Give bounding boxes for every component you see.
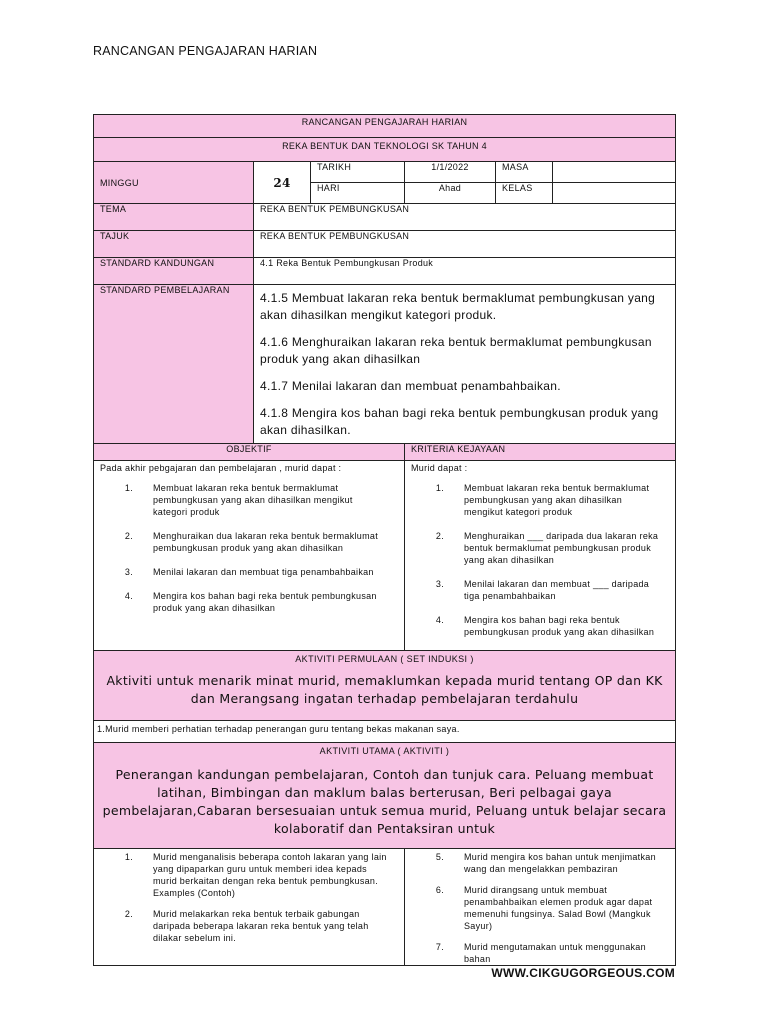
- tajuk-value: REKA BENTUK PEMBUNGKUSAN: [254, 231, 676, 258]
- sk-value: 4.1 Reka Bentuk Pembungkusan Produk: [254, 258, 676, 285]
- subject-row: [94, 138, 676, 162]
- sp-item: 4.1.8 Mengira kos bahan bagi reka bentuk pembungkusan produk yang akan dihasilkan.: [260, 406, 659, 437]
- list-item: 2. Menghuraikan dua lakaran reka bentuk bermaklumat pembungkusan produk yang akan dihasilkan: [124, 531, 379, 553]
- sp-item: 4.1.5 Membuat lakaran reka bentuk bermaklumat pembungkusan yang akan dihasilkan mengikut kategori produk.: [260, 291, 656, 322]
- document-title: RANCANGAN PENGAJARAN HARIAN: [93, 44, 318, 58]
- list-item: 6. Murid dirangsang untuk membuat penambahbaikan elemen produk agar dapat memenuhi fungsinya. Salad Bowl (Mangkuk Sayur): [435, 885, 653, 931]
- list-item: 3. Menilai lakaran dan membuat tiga penambahbaikan: [124, 567, 374, 577]
- list-item: 4. Mengira kos bahan bagi reka bentuk pembungkusan produk yang akan dihasilkan: [435, 615, 655, 637]
- utama-left-list: [100, 851, 398, 944]
- minggu-row: [94, 162, 676, 183]
- list-item: 7. Murid mengutamakan untuk menggunakan bahan: [435, 942, 646, 964]
- objektif-list: [100, 482, 398, 614]
- permulaan-header-row: [94, 651, 676, 721]
- masa-label: MASA: [496, 162, 553, 183]
- table-title: RANCANGAN PENGAJARAH HARIAN: [94, 115, 676, 138]
- tajuk-label: TAJUK: [94, 231, 254, 258]
- sp-content: [254, 285, 676, 444]
- utama-right: [405, 849, 676, 966]
- permulaan-description: Aktiviti untuk menarik minat murid, memaklumkan kepada murid tentang OP dan KK dan Merangsang ingatan terhadap pembelajaran terdahulu: [106, 673, 663, 706]
- tarikh-label: TARIKH: [311, 162, 405, 183]
- footer-website[interactable]: WWW.CIKGUGORGEOUS.COM: [491, 966, 675, 980]
- list-item: 3. Menilai lakaran dan membuat ___ daripada tiga penambahbaikan: [435, 579, 650, 601]
- list-item: 5. Murid mengira kos bahan untuk menjimatkan wang dan mengelakkan pembaziran: [435, 852, 656, 874]
- list-item: 2. Murid melakarkan reka bentuk terbaik gabungan daripada beberapa lakaran reka bentuk yang telah dilakar sebelum ini.: [124, 909, 369, 943]
- objektif-lead: Pada akhir pebgajaran dan pembelajaran , murid dapat :: [100, 463, 342, 473]
- utama-left: [94, 849, 405, 966]
- tema-value: REKA BENTUK PEMBUNGKUSAN: [254, 204, 676, 231]
- sp-label: STANDARD PEMBELAJARAN: [94, 285, 254, 444]
- tarikh-value: 1/1/2022: [405, 162, 496, 183]
- list-item: 1. Murid menganalisis beberapa contoh lakaran yang lain yang dipaparkan guru untuk memberi idea kepads murid berkaitan dengan reka bentuk pembungkusan. Examples (Contoh): [124, 852, 387, 898]
- sp-item: 4.1.6 Menghuraikan lakaran reka bentuk bermaklumat pembungkusan produk yang akan dihasilkan: [260, 335, 652, 366]
- kriteria-lead: Murid dapat :: [411, 463, 468, 473]
- kriteria-list: [411, 482, 669, 638]
- objektif-header-row: [94, 444, 676, 461]
- sk-label: STANDARD KANDUNGAN: [94, 258, 254, 285]
- kelas-label: KELAS: [496, 183, 553, 204]
- objektif-content-row: [94, 461, 676, 651]
- list-item: 1. Membuat lakaran reka bentuk bermaklumat pembungkusan yang akan dihasilkan mengikut kategori produk: [435, 483, 650, 517]
- sk-row: [94, 258, 676, 285]
- objektif-content: [94, 461, 405, 651]
- sp-row: [94, 285, 676, 444]
- utama-description: Penerangan kandungan pembelajaran, Contoh dan tunjuk cara. Peluang membuat latihan, Bimbingan dan maklum balas berterusan, Beri pelbagai gaya pembelajaran,Cabaran bersesuaian untuk semua murid, Peluang untuk belajar secara kolaboratif dan Pentaksiran untuk: [102, 767, 667, 836]
- list-item: 4. Mengira kos bahan bagi reka bentuk pembungkusan produk yang akan dihasilkan: [124, 591, 377, 613]
- permulaan-block: [94, 651, 676, 721]
- tajuk-row: [94, 231, 676, 258]
- kriteria-label: KRITERIA KEJAYAAN: [405, 444, 676, 461]
- minggu-value: 24: [254, 162, 311, 204]
- lesson-plan-table: [93, 114, 676, 966]
- kriteria-content: [405, 461, 676, 651]
- tema-row: [94, 204, 676, 231]
- hari-label: HARI: [311, 183, 405, 204]
- tema-label: TEMA: [94, 204, 254, 231]
- permulaan-item: 1.Murid memberi perhatian terhadap penerangan guru tentang bekas makanan saya.: [94, 721, 676, 743]
- utama-right-list: [411, 851, 669, 965]
- utama-header-row: [94, 743, 676, 849]
- utama-block: [94, 743, 676, 849]
- utama-content-row: [94, 849, 676, 966]
- utama-label: AKTIVITI UTAMA ( AKTIVITI ): [319, 746, 450, 756]
- permulaan-item-row: [94, 721, 676, 743]
- title-row: [94, 115, 676, 138]
- minggu-label: MINGGU: [94, 162, 254, 204]
- objektif-label: OBJEKTIF: [94, 444, 405, 461]
- list-item: 2. Menghuraikan ___ daripada dua lakaran reka bentuk bermaklumat pembungkusan produk yang akan dihasilkan: [435, 531, 659, 565]
- sp-item: 4.1.7 Menilai lakaran dan membuat penambahbaikan.: [260, 379, 561, 393]
- hari-value: Ahad: [405, 183, 496, 204]
- subject-title: REKA BENTUK DAN TEKNOLOGI SK TAHUN 4: [94, 138, 676, 162]
- masa-value: [553, 162, 676, 183]
- list-item: 1. Membuat lakaran reka bentuk bermaklumat pembungkusan yang akan dihasilkan mengikut kategori produk: [124, 483, 353, 517]
- permulaan-label: AKTIVITI PERMULAAN ( SET INDUKSI ): [295, 654, 474, 664]
- kelas-value: [553, 183, 676, 204]
